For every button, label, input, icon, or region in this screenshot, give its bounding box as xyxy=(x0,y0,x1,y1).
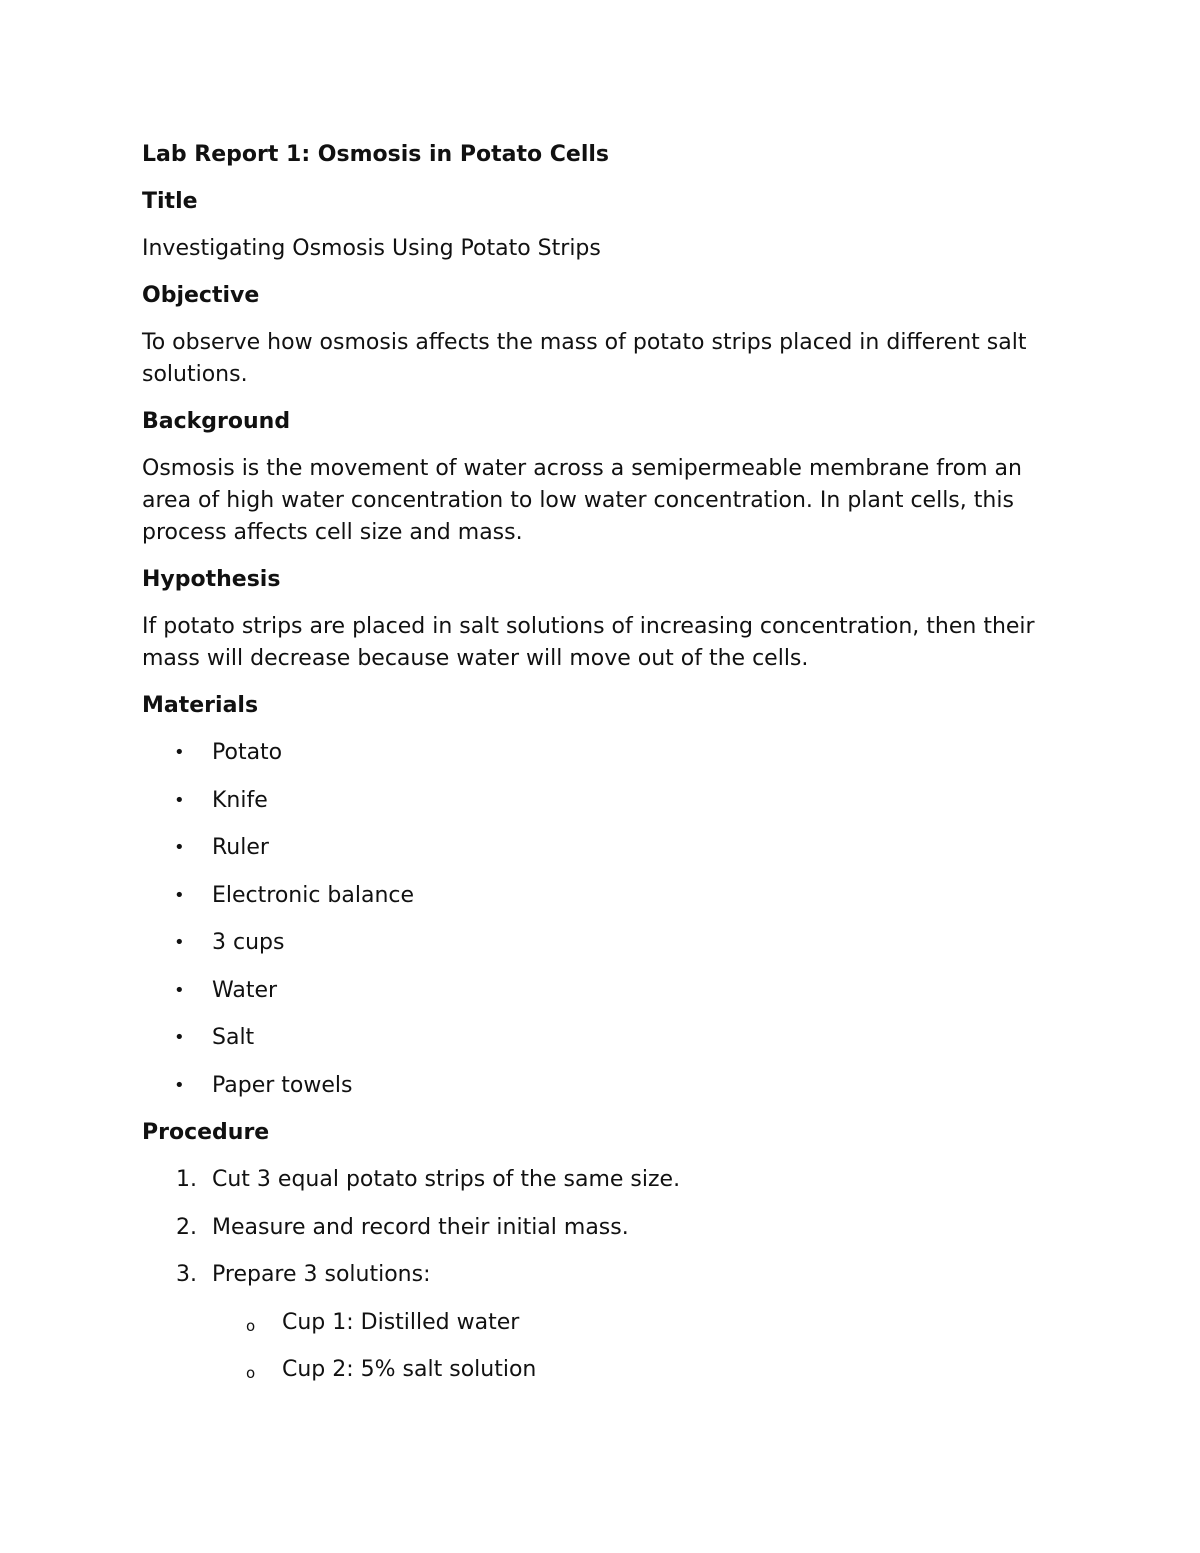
bullet-icon: • xyxy=(174,742,185,763)
procedure-step xyxy=(142,1212,1072,1244)
procedure-step-text: Cut 3 equal potato strips of the same size. xyxy=(212,1167,681,1192)
list-item xyxy=(142,785,1072,817)
procedure-step-text: Measure and record their initial mass. xyxy=(212,1214,629,1240)
list-item xyxy=(142,737,1072,769)
sub-list-item xyxy=(142,1307,1072,1339)
step-number: 2. xyxy=(176,1214,197,1240)
objective-text: To observe how osmosis affects the mass of potato strips placed in different salt solutions. xyxy=(142,330,1027,387)
bullet-icon: • xyxy=(174,932,185,953)
sub-list-item-text: Cup 2: 5% salt solution xyxy=(282,1357,537,1382)
list-item xyxy=(142,927,1072,959)
procedure-step xyxy=(142,1164,1072,1196)
list-item-text: Potato xyxy=(212,740,283,765)
document-title: Lab Report 1: Osmosis in Potato Cells xyxy=(142,142,610,167)
hypothesis-text: If potato strips are placed in salt solutions of increasing concentration, then their mass will decrease because water will move out of the cells. xyxy=(142,614,1035,671)
list-item-text: Paper towels xyxy=(212,1072,353,1098)
circle-bullet-icon: o xyxy=(246,1316,256,1335)
title-text: Investigating Osmosis Using Potato Strips xyxy=(142,236,601,261)
procedure-list xyxy=(142,1164,1072,1291)
procedure-step-text: Prepare 3 solutions: xyxy=(212,1262,431,1287)
document-body xyxy=(142,139,1072,1402)
hypothesis-heading: Hypothesis xyxy=(142,567,281,592)
bullet-icon: • xyxy=(174,1074,185,1096)
bullet-icon: • xyxy=(174,884,185,906)
sub-list-item xyxy=(142,1354,1072,1386)
list-item-text: Ruler xyxy=(212,835,269,860)
materials-heading: Materials xyxy=(142,693,259,718)
list-item xyxy=(142,1070,1072,1102)
bullet-icon: • xyxy=(174,789,185,811)
list-item xyxy=(142,975,1072,1007)
procedure-heading: Procedure xyxy=(142,1120,270,1145)
bullet-icon: • xyxy=(174,979,185,1001)
title-heading: Title xyxy=(142,189,198,214)
circle-bullet-icon: o xyxy=(246,1364,256,1382)
list-item-text: Water xyxy=(212,977,278,1003)
bullet-icon: • xyxy=(174,837,185,858)
list-item xyxy=(142,880,1072,912)
list-item xyxy=(142,1022,1072,1054)
bullet-icon: • xyxy=(174,1027,185,1048)
background-text: Osmosis is the movement of water across a semipermeable membrane from an area of high water concentration to low water concentration. In plant cells, this process affects cell size and mass. xyxy=(142,456,1022,545)
background-heading: Background xyxy=(142,409,291,434)
list-item xyxy=(142,832,1072,864)
materials-list xyxy=(142,737,1072,1102)
list-item-text: Knife xyxy=(212,787,268,813)
sub-list-item-text: Cup 1: Distilled water xyxy=(282,1309,520,1335)
step-number: 3. xyxy=(176,1262,197,1287)
step-number: 1. xyxy=(176,1167,197,1192)
list-item-text: Salt xyxy=(212,1025,255,1050)
objective-heading: Objective xyxy=(142,283,260,308)
procedure-step xyxy=(142,1259,1072,1291)
list-item-text: Electronic balance xyxy=(212,882,415,908)
solutions-sublist xyxy=(142,1307,1072,1387)
list-item-text: 3 cups xyxy=(212,930,285,955)
